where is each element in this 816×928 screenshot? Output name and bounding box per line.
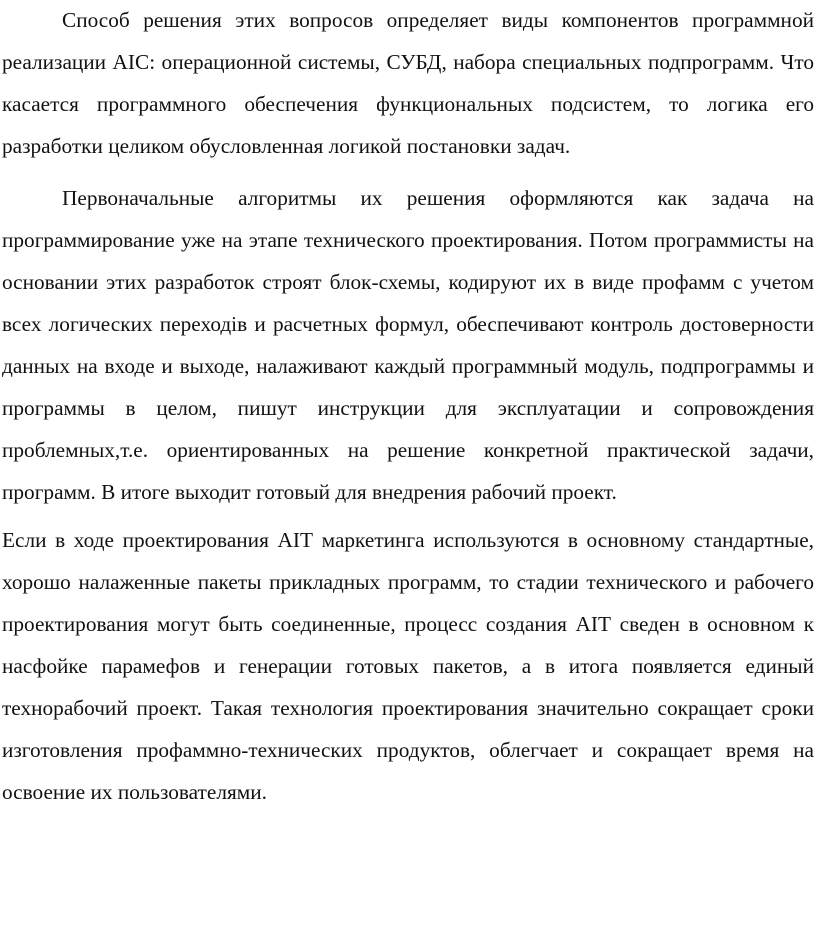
paragraph-2: Первоначальные алгоритмы их решения оформляются как задача на программирование уже на этапе технического проектирования. Потом программисты на основании этих разработок строят блок-схемы, кодируют их в виде профамм с учетом всех логических переходів и расчетных формул, обеспечивают контроль достоверности данных на входе и выходе, налаживают каждый программный модуль, подпрограммы и программы в целом, пишут инструкции для эксплуатации и сопровождения проблемных,т.е. ориентированных на решение конкретной практической задачи, программ. В итоге выходит готовый для внедрения рабочий проект. (2, 186, 814, 504)
paragraph-1: Способ решения этих вопросов определяет виды компонентов программной реализации АІС: операционной системы, СУБД, набора специальных подпрограмм. Что касается программного обеспечения функциональных подсистем, то логика его разработки целиком обусловленная логикой постановки задач. (2, 8, 814, 158)
document-page (2, 0, 814, 813)
paragraph-3: Если в ходе проектирования АІТ маркетинга используются в основному стандартные, хорошо налаженные пакеты прикладных программ, то стадии технического и рабочего проектирования могут быть соединенные, процесс создания АІТ сведен в основном к насфойке парамефов и генерации готовых пакетов, а в итога появляется единый технорабочий проект. Такая технология проектирования значительно сокращает сроки изготовления профаммно-технических продуктов, облегчает и сокращает время на освоение их пользователями. (2, 528, 814, 804)
